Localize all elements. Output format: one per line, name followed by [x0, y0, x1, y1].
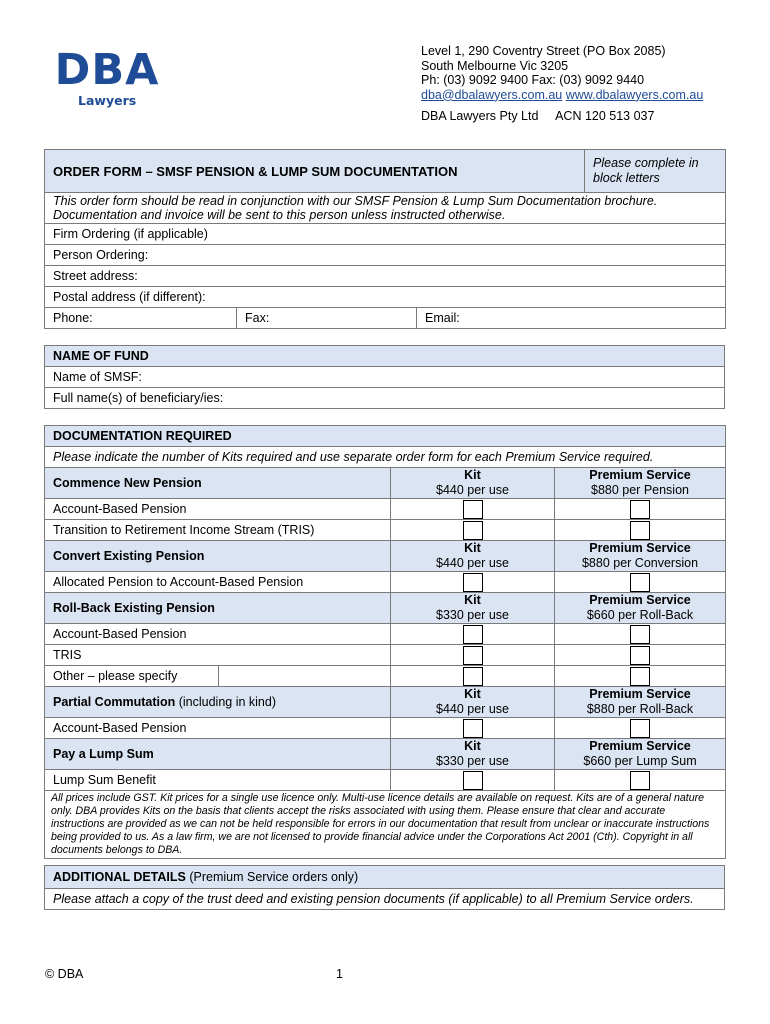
kit-label: Kit	[464, 739, 481, 753]
disclaimer-row	[45, 791, 726, 859]
additional-section-header: ADDITIONAL DETAILS	[53, 870, 186, 884]
website-link[interactable]: www.dbalawyers.com.au	[565, 87, 704, 102]
address-line-1: Level 1, 290 Coventry Street (PO Box 2085)	[421, 44, 666, 58]
order-title-row	[45, 150, 726, 193]
fax-field[interactable]: Fax:	[237, 308, 417, 329]
block-letters-note: Please complete in block letters	[585, 150, 726, 193]
premium-box[interactable]	[630, 719, 650, 738]
order-form-title: ORDER FORM – SMSF PENSION & LUMP SUM DOCUMENTATION	[45, 150, 585, 193]
footer-copyright: © DBA	[45, 967, 84, 981]
doc-item-row	[45, 624, 726, 645]
kit-qty-box[interactable]	[463, 500, 483, 519]
premium-box-cell	[555, 520, 726, 541]
kit-qty-box[interactable]	[463, 625, 483, 644]
convert-pension-header	[45, 541, 726, 572]
premium-label: Premium Service	[589, 468, 691, 482]
contact-links	[421, 88, 703, 103]
smsf-name-row[interactable]	[45, 367, 725, 388]
doc-item-label: Account-Based Pension	[45, 624, 391, 645]
doc-item-label: Lump Sum Benefit	[45, 770, 391, 791]
section-title: Pay a Lump Sum	[45, 739, 391, 770]
doc-item-row	[45, 770, 726, 791]
street-address-row[interactable]	[45, 266, 726, 287]
kit-label: Kit	[464, 468, 481, 482]
kit-qty-box[interactable]	[463, 521, 483, 540]
additional-header-row	[45, 866, 725, 889]
documentation-table	[44, 425, 726, 859]
premium-label: Premium Service	[589, 593, 691, 607]
kit-qty-box[interactable]	[463, 573, 483, 592]
beneficiary-row[interactable]	[45, 388, 725, 409]
kit-qty-box[interactable]	[463, 646, 483, 665]
premium-box-cell	[555, 718, 726, 739]
docs-header-row	[45, 426, 726, 447]
section-title: Convert Existing Pension	[45, 541, 391, 572]
fund-section-header: NAME OF FUND	[45, 346, 725, 367]
contact-row	[45, 308, 726, 329]
premium-price-cell	[555, 687, 726, 718]
premium-box[interactable]	[630, 500, 650, 519]
section-title-extra: (including in kind)	[175, 695, 276, 709]
postal-address-field[interactable]: Postal address (if different):	[45, 287, 726, 308]
kit-price: $440 per use	[436, 483, 509, 497]
premium-box[interactable]	[630, 667, 650, 686]
doc-item-label: Other – please specify	[45, 666, 219, 687]
postal-address-row[interactable]	[45, 287, 726, 308]
kit-qty-box[interactable]	[463, 667, 483, 686]
kit-qty-cell	[391, 718, 555, 739]
premium-box[interactable]	[630, 573, 650, 592]
premium-price-cell	[555, 468, 726, 499]
premium-price: $660 per Roll-Back	[586, 608, 694, 622]
doc-item-row	[45, 645, 726, 666]
kit-price-cell	[391, 468, 555, 499]
premium-price-cell	[555, 541, 726, 572]
premium-label: Premium Service	[589, 541, 691, 555]
premium-price-cell	[555, 593, 726, 624]
premium-label: Premium Service	[589, 687, 691, 701]
fund-table	[44, 345, 725, 409]
additional-text-row	[45, 889, 725, 910]
footer-page-number: 1	[336, 967, 343, 981]
address-block	[421, 44, 703, 124]
premium-box[interactable]	[630, 521, 650, 540]
kit-qty-cell	[391, 666, 555, 687]
doc-item-row	[45, 520, 726, 541]
email-link[interactable]: dba@dbalawyers.com.au	[421, 87, 563, 102]
additional-instruction: Please attach a copy of the trust deed and existing pension documents (if applicable) to all Premium Service orders.	[45, 889, 725, 910]
section-title: Partial Commutation	[53, 695, 176, 709]
doc-item-label: Account-Based Pension	[45, 718, 391, 739]
kit-qty-cell	[391, 572, 555, 593]
order-details-table	[44, 149, 726, 329]
person-ordering-row[interactable]	[45, 245, 726, 266]
firm-ordering-field[interactable]: Firm Ordering (if applicable)	[45, 224, 726, 245]
partial-commutation-header	[45, 687, 726, 718]
additional-header-extra: (Premium Service orders only)	[185, 870, 359, 884]
firm-ordering-row[interactable]	[45, 224, 726, 245]
kit-price: $330 per use	[436, 754, 509, 768]
premium-box-cell	[555, 770, 726, 791]
kit-qty-box[interactable]	[463, 719, 483, 738]
premium-box[interactable]	[630, 625, 650, 644]
doc-item-row	[45, 666, 726, 687]
kit-qty-cell	[391, 624, 555, 645]
kit-price-cell	[391, 687, 555, 718]
kit-price: $440 per use	[436, 556, 509, 570]
premium-box[interactable]	[630, 646, 650, 665]
kit-qty-cell	[391, 770, 555, 791]
dba-logo	[52, 45, 162, 108]
docs-instruction-row	[45, 447, 726, 468]
kit-qty-cell	[391, 520, 555, 541]
premium-price: $880 per Roll-Back	[586, 702, 694, 716]
address-line-2: South Melbourne Vic 3205	[421, 58, 569, 73]
additional-details-table	[44, 865, 725, 910]
kit-price: $440 per use	[436, 702, 509, 716]
kit-price-cell	[391, 541, 555, 572]
doc-item-label: TRIS	[45, 645, 391, 666]
intro-text: This order form should be read in conjunction with our SMSF Pension & Lump Sum Documentation brochure. Documentation and invoice will be sent to this person unless instructed otherwise.	[45, 193, 726, 224]
section-title: Roll-Back Existing Pension	[45, 593, 391, 624]
premium-box-cell	[555, 572, 726, 593]
kit-label: Kit	[464, 593, 481, 607]
premium-box-cell	[555, 666, 726, 687]
rollback-pension-header	[45, 593, 726, 624]
premium-price-cell	[555, 739, 726, 770]
smsf-name-field[interactable]: Name of SMSF:	[45, 367, 725, 388]
phone-field[interactable]: Phone:	[45, 308, 237, 329]
premium-label: Premium Service	[589, 739, 691, 753]
section-title-cell	[45, 687, 391, 718]
additional-header-cell	[45, 866, 725, 889]
premium-box-cell	[555, 624, 726, 645]
logo-mark: DBA	[54, 45, 160, 95]
docs-section-header: DOCUMENTATION REQUIRED	[45, 426, 726, 447]
doc-item-label: Allocated Pension to Account-Based Pension	[45, 572, 391, 593]
section-title: Commence New Pension	[45, 468, 391, 499]
premium-price: $660 per Lump Sum	[583, 754, 697, 768]
intro-row	[45, 193, 726, 224]
commence-pension-header	[45, 468, 726, 499]
premium-box-cell	[555, 499, 726, 520]
street-address-field[interactable]: Street address:	[45, 266, 726, 287]
doc-item-row	[45, 499, 726, 520]
kit-qty-box[interactable]	[463, 771, 483, 790]
person-ordering-field[interactable]: Person Ordering:	[45, 245, 726, 266]
kit-price: $330 per use	[436, 608, 509, 622]
fund-header-row	[45, 346, 725, 367]
premium-price: $880 per Pension	[591, 483, 689, 497]
kit-price-cell	[391, 593, 555, 624]
pay-lump-sum-header	[45, 739, 726, 770]
kit-qty-cell	[391, 499, 555, 520]
kit-price-cell	[391, 739, 555, 770]
kit-qty-cell	[391, 645, 555, 666]
doc-item-label: Account-Based Pension	[45, 499, 391, 520]
premium-box[interactable]	[630, 771, 650, 790]
kit-label: Kit	[464, 687, 481, 701]
kit-label: Kit	[464, 541, 481, 555]
premium-box-cell	[555, 645, 726, 666]
disclaimer-text: All prices include GST. Kit prices for a single use licence only. Multi-use licence details are available on request. Kits are of a general nature only. DBA provides Kits on the basis that clients accept the risks associated with using them. Please ensure that clear and accurate instructions are provided as we can not be held responsible for errors in our documentation that result from unclear or inaccurate instructions being provided to us. As a law firm, we are not licensed to provide financial advice under the Corporations Act 2001 (Cth). Copyright in all documents belongs to DBA.	[45, 791, 726, 859]
address-line-3: Ph: (03) 9092 9400 Fax: (03) 9092 9440	[421, 73, 645, 88]
doc-item-row	[45, 718, 726, 739]
beneficiary-field[interactable]: Full name(s) of beneficiary/ies:	[45, 388, 725, 409]
email-field[interactable]: Email:	[417, 308, 726, 329]
logo-subtitle: Lawyers	[78, 93, 137, 108]
company-details: DBA Lawyers Pty Ltd ACN 120 513 037	[421, 109, 655, 124]
doc-item-row	[45, 572, 726, 593]
doc-item-label: Transition to Retirement Income Stream (TRIS)	[45, 520, 391, 541]
docs-instruction: Please indicate the number of Kits required and use separate order form for each Premium Service required.	[45, 447, 726, 468]
premium-price: $880 per Conversion	[581, 556, 699, 570]
other-specify-field[interactable]	[219, 666, 391, 687]
